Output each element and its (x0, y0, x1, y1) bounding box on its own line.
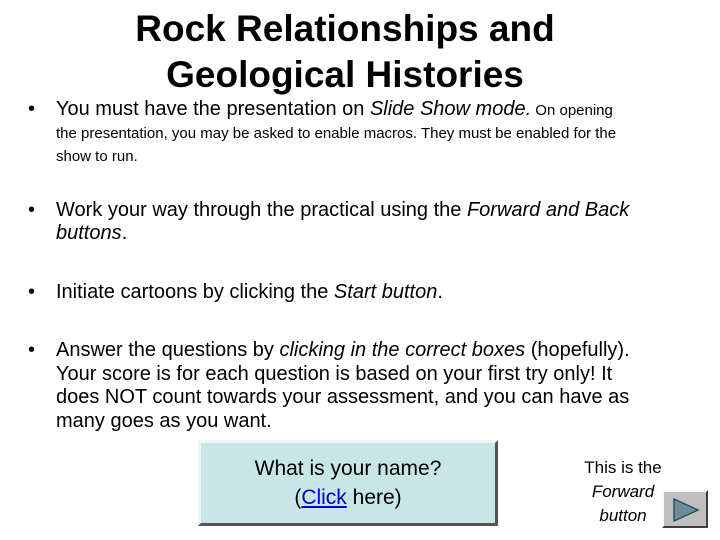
forward-caption-line-2: Forward (591, 482, 655, 501)
slide-title-line-2: Geological Histories (166, 54, 524, 95)
forward-button[interactable] (662, 490, 708, 528)
start-button-emphasis: Start button (333, 281, 438, 303)
slide-show-mode-emphasis: Slide Show mode. (369, 98, 532, 120)
forward-caption-line-3: button (599, 506, 647, 525)
bullet-forward-back-line-2: buttons. (56, 222, 128, 244)
bullet-answer-line-4: many goes as you want. (56, 409, 272, 432)
bullet-start-button-line-1: Initiate cartoons by clicking the Start button. (56, 281, 443, 303)
bullet-slide-show-line-3: show to run. (56, 148, 138, 165)
forward-back-emphasis: Forward and Back (466, 199, 630, 221)
slide-title-line-1: Rock Relationships and (135, 8, 555, 49)
bullet-answer-line-3: does NOT count towards your assessment, and you can have as (56, 386, 630, 408)
name-entry-button[interactable] (198, 440, 498, 526)
name-prompt-text: What is your name? (254, 457, 442, 480)
click-here-link[interactable]: Click (301, 486, 347, 509)
bullet-slide-show-line-2: the presentation, you may be asked to enable macros. They must be enabled for the (56, 125, 617, 142)
correct-boxes-emphasis: clicking in the correct boxes (279, 339, 526, 361)
bullet-forward-back-line-1: Work your way through the practical using the Forward and Back (56, 199, 630, 221)
name-click-line: (Click here) (294, 486, 402, 509)
bullet-dot: • (28, 339, 36, 361)
bullet-dot: • (28, 199, 36, 221)
slide-title (60, 6, 630, 98)
bullet-answer-line-2: Your score is for each question is based on your first try only! It (56, 362, 613, 385)
bullet-answer-line-1: Answer the questions by clicking in the correct boxes (hopefully). (56, 339, 630, 361)
buttons-emphasis: buttons (56, 222, 122, 244)
forward-caption-line-1: This is the (584, 458, 662, 477)
bullet-slide-show-line-1: You must have the presentation on Slide Show mode. On opening (56, 98, 613, 120)
bullet-dot: • (28, 98, 36, 120)
bullet-dot: • (28, 281, 36, 303)
